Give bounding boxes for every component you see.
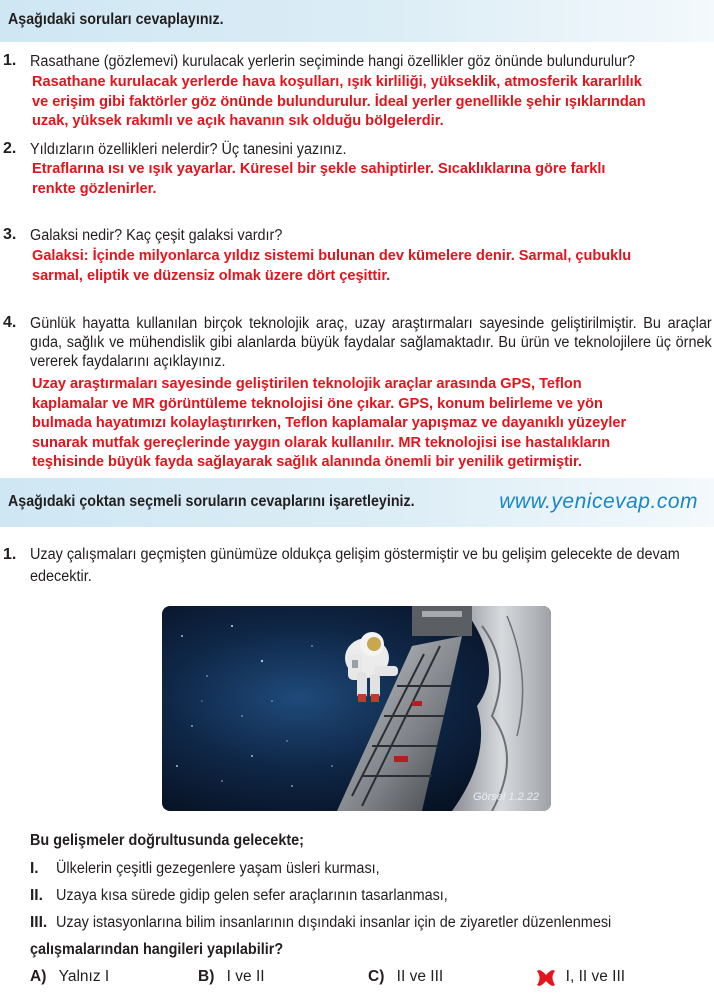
option-c[interactable] xyxy=(368,968,443,986)
answer-text: Galaksi: İçinde milyonlarca yıldız sistemi bulunan dev kümelere denir. Sarmal, çubuklu sarmal, eliptik ve düzensiz olmak üzere dört çeşittir. xyxy=(32,247,632,284)
option-letter: A) xyxy=(30,968,47,985)
statement-text-3: Uzay istasyonlarına bilim insanlarının dışındaki insanlar için de ziyaretler düzenlenmesi xyxy=(56,914,612,931)
statement-text-1: Ülkelerin çeşitli gezegenlere yaşam üsleri kurması, xyxy=(56,860,380,877)
section-header-2 xyxy=(0,478,714,527)
image-caption: Görsel 1.2.22 xyxy=(472,791,539,803)
mc-question-number: 1. xyxy=(3,546,17,563)
question-text: Yıldızların özellikleri nelerdir? Üç tanesini yazınız. xyxy=(30,141,347,158)
watermark-prefix: www. xyxy=(499,490,552,513)
statement-roman-1: I. xyxy=(30,860,39,877)
answer-x-mark-icon xyxy=(534,966,558,990)
mc-question-text-line2: edecektir. xyxy=(30,568,92,585)
question-text: Rasathane (gözlemevi) kurulacak yerlerin seçiminde hangi özellikler göz önünde bulundurulur? xyxy=(30,53,635,70)
question-text: Günlük hayatta kullanılan birçok teknolojik araç, uzay araştırmaları sayesinde geliştirilmiştir. Bu araçlar gıda, sağlık ve mühendislik gibi alanlarda büyük faydalar sağlamaktadır. Bu ürün ve teknolojilere üç örnek vererek faydalarını açıklayınız. xyxy=(30,315,712,370)
question-number: 3. xyxy=(3,226,17,243)
option-text: Yalnız I xyxy=(58,968,110,985)
question-number: 2. xyxy=(3,140,17,157)
question-number: 1. xyxy=(3,52,17,69)
section-title-1: Aşağıdaki soruları cevaplayınız. xyxy=(8,11,224,28)
option-text: I ve II xyxy=(226,968,265,985)
watermark-suffix: .com xyxy=(650,490,698,513)
statement-roman-3: III. xyxy=(30,914,48,931)
option-a[interactable] xyxy=(30,968,109,986)
prompt-text: çalışmalarından hangileri yapılabilir? xyxy=(30,941,284,958)
section-header-1 xyxy=(0,0,714,42)
statement-roman-2: II. xyxy=(30,887,43,904)
option-text: I, II ve III xyxy=(565,968,626,985)
option-b[interactable] xyxy=(198,968,265,986)
question-text: Galaksi nedir? Kaç çeşit galaksi vardır? xyxy=(30,227,283,244)
lead-text: Bu gelişmeler doğrultusunda gelecekte; xyxy=(30,832,304,849)
question-number: 4. xyxy=(3,314,17,331)
option-text: II ve III xyxy=(396,968,444,985)
statement-text-2: Uzaya kısa sürede gidip gelen sefer araçlarının tasarlanması, xyxy=(56,887,448,904)
option-letter: C) xyxy=(368,968,385,985)
watermark-brand: yenicevap xyxy=(551,490,651,513)
answer-text: Etraflarına ısı ve ışık yayarlar. Küresel bir şekle sahiptirler. Sıcaklıklarına göre farklı renkte gözlenirler. xyxy=(32,160,606,197)
astronaut-image xyxy=(162,606,551,811)
mc-question-text-line1: Uzay çalışmaları geçmişten günümüze oldukça gelişim göstermiştir ve bu gelişim gelecekte de devam xyxy=(30,546,680,563)
astronaut-photo xyxy=(162,606,551,811)
option-letter: B) xyxy=(198,968,215,985)
answer-text: Uzay araştırmaları sayesinde geliştirilen teknolojik araçlar arasında GPS, Teflon kaplamalar ve MR görüntüleme teknolojisi öne çıkar. GPS, konum belirleme ve yön bulmada hayatımızı kolaylaştırırken, Teflon kaplamalar yapışmaz ve dayanıklı yüzeyler sunarak mutfak gereçlerinde yaygın olarak kullanılır. MR teknolojisi ise hastalıkların teşhisinde büyük fayda sağlayarak sağlık alanında önemli bir yenilik getirmiştir. xyxy=(32,375,627,470)
answer-text: Rasathane kurulacak yerlerde hava koşulları, ışık kirliliği, yükseklik, atmosferik kararlılık ve erişim gibi faktörler göz önünde bulundurulur. İdeal yerler genellikle şehir ışıklarından uzak, yüksek rakımlı ve açık havanın sık olduğu bölgelerdir. xyxy=(32,73,646,129)
section-title-2: Aşağıdaki çoktan seçmeli soruların cevaplarını işaretleyiniz. xyxy=(8,493,415,510)
watermark xyxy=(499,490,698,514)
